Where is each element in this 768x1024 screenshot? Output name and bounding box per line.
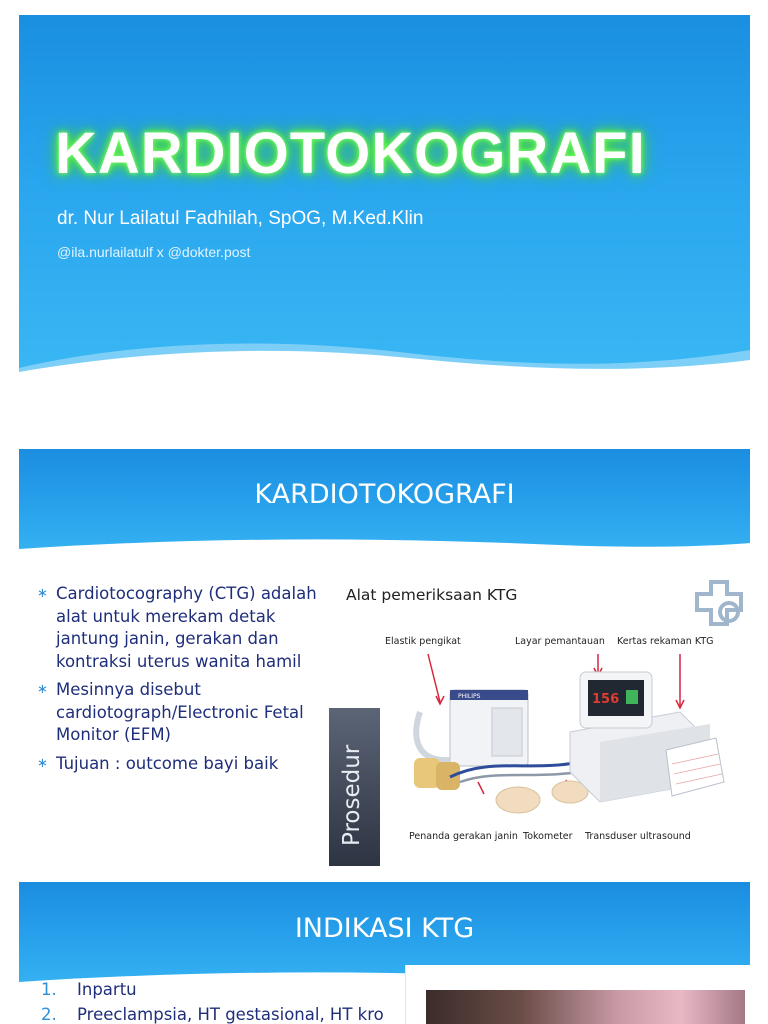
bullet-text: Cardiotocography (CTG) adalah alat untuk merekam detak jantung janin, gerakan dan kontraksi uterus wanita hamil: [56, 584, 317, 671]
figure-title: Alat pemeriksaan KTG: [346, 586, 518, 604]
bullet-item: [37, 679, 327, 747]
bullet-item: [37, 753, 327, 776]
side-banner-text: Prosedur: [339, 744, 365, 846]
label-tocometer: Tokometer: [523, 831, 573, 842]
list-number: 1.: [41, 980, 57, 999]
wave-decoration: [19, 535, 750, 557]
definition-bullets: [37, 583, 327, 781]
slide-heading: INDIKASI KTG: [294, 913, 475, 944]
slide-heading: KARDIOTOKOGRAFI: [254, 479, 515, 510]
label-marker: Penanda gerakan janin: [409, 831, 518, 842]
slide-header: [19, 449, 750, 557]
photo-image: [426, 990, 745, 1024]
medical-cross-logo-icon: [693, 576, 747, 630]
bullet-asterisk-icon: ∗: [37, 755, 48, 771]
screen-reading: 156: [592, 692, 620, 707]
bullet-asterisk-icon: ∗: [37, 682, 48, 697]
author-name: dr. Nur Lailatul Fadhilah, SpOG, M.Ked.Klin: [57, 208, 424, 229]
label-strap: Elastik pengikat: [385, 636, 461, 647]
list-item: [41, 978, 421, 1002]
bullet-text: Mesinnya disebut cardiotograph/Electronic Fetal Monitor (EFM): [56, 680, 304, 744]
indications-slide: [19, 882, 750, 1024]
bullet-item: [37, 583, 327, 673]
ctg-definition-slide: [19, 449, 750, 866]
label-screen: Layar pemantauan: [515, 636, 605, 647]
indication-list: [41, 978, 421, 1024]
bullet-text: Tujuan : outcome bayi baik: [56, 753, 279, 773]
side-banner: [329, 708, 380, 866]
presentation-title: KARDIOTOKOGRAFI: [55, 121, 646, 186]
list-text: Preeclampsia, HT gestasional, HT kro: [77, 1005, 384, 1024]
bullet-asterisk-icon: ∗: [37, 586, 48, 601]
wave-decoration: [19, 330, 750, 390]
list-text: Inpartu: [77, 980, 137, 999]
social-handles: @ila.nurlailatulf x @dokter.post: [57, 244, 251, 260]
ctg-machine-illustration: [380, 632, 750, 832]
list-number: 2.: [41, 1005, 57, 1024]
patient-photo: [405, 965, 750, 1024]
label-paper: Kertas rekaman KTG: [617, 636, 714, 647]
label-transducer: Transduser ultrasound: [585, 831, 691, 842]
brand-text: PHILIPS: [458, 693, 481, 700]
title-slide: [19, 15, 750, 390]
list-item: [41, 1003, 421, 1024]
ctg-device-figure: [329, 572, 750, 866]
